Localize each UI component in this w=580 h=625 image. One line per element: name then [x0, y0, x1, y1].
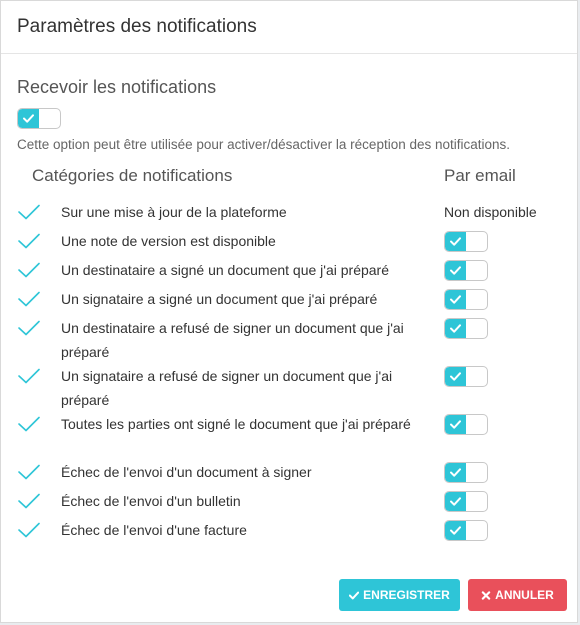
- category-check-icon: [18, 291, 40, 307]
- save-button[interactable]: [339, 579, 460, 611]
- email-toggle[interactable]: [444, 318, 488, 339]
- email-toggle[interactable]: [444, 491, 488, 512]
- category-check-icon: [18, 233, 40, 249]
- category-check-icon: [18, 464, 40, 480]
- toggle-knob: [445, 521, 466, 540]
- category-check-icon: [18, 416, 40, 432]
- email-column-header: Par email: [444, 166, 516, 185]
- email-toggle[interactable]: [444, 231, 488, 252]
- category-label: Un destinataire a refusé de signer un document que j'ai préparé: [61, 320, 404, 360]
- email-toggle[interactable]: [444, 289, 488, 310]
- toggle-knob: [445, 492, 466, 511]
- category-check-icon: [18, 522, 40, 538]
- email-toggle[interactable]: [444, 366, 488, 387]
- category-label: Sur une mise à jour de la plateforme: [61, 204, 287, 220]
- category-check-icon: [18, 204, 40, 220]
- receive-notifications-help: Cette option peut être utilisée pour activer/désactiver la réception des notifications.: [17, 137, 511, 152]
- category-label: Toutes les parties ont signé le document que j'ai préparé: [61, 416, 411, 432]
- email-not-available: Non disponible: [444, 204, 537, 220]
- email-toggle[interactable]: [444, 260, 488, 281]
- email-toggle[interactable]: [444, 520, 488, 541]
- category-label: Un signataire a signé un document que j'ai préparé: [61, 291, 378, 307]
- modal-title: Paramètres des notifications: [17, 16, 257, 37]
- cancel-button[interactable]: [468, 579, 567, 611]
- check-icon: [450, 468, 461, 477]
- toggle-knob: [445, 290, 466, 309]
- category-label: Une note de version est disponible: [61, 233, 276, 249]
- category-check-icon: [18, 320, 40, 336]
- category-check-icon: [18, 368, 40, 384]
- close-icon: [481, 591, 491, 600]
- toggle-knob: [445, 463, 466, 482]
- check-icon: [23, 114, 34, 123]
- toggle-knob: [18, 109, 39, 128]
- email-toggle[interactable]: [444, 414, 488, 435]
- category-check-icon: [18, 262, 40, 278]
- save-button-label: ENREGISTRER: [363, 588, 450, 602]
- receive-notifications-title: Recevoir les notifications: [17, 77, 217, 97]
- category-label: Échec de l'envoi d'un document à signer: [61, 464, 312, 480]
- toggle-knob: [445, 232, 466, 251]
- category-label: Un destinataire a signé un document que j'ai préparé: [61, 262, 389, 278]
- toggle-knob: [445, 319, 466, 338]
- category-label: Échec de l'envoi d'une facture: [61, 522, 247, 538]
- toggle-knob: [445, 367, 466, 386]
- check-icon: [349, 591, 359, 600]
- category-label: Un signataire a refusé de signer un document que j'ai préparé: [61, 368, 393, 408]
- check-icon: [450, 372, 461, 381]
- categories-column-header: Catégories de notifications: [32, 166, 233, 185]
- check-icon: [450, 420, 461, 429]
- check-icon: [450, 497, 461, 506]
- cancel-button-label: ANNULER: [495, 588, 554, 602]
- toggle-knob: [445, 415, 466, 434]
- check-icon: [450, 295, 461, 304]
- check-icon: [450, 526, 461, 535]
- receive-notifications-toggle[interactable]: [17, 108, 61, 129]
- modal-header: [1, 1, 577, 54]
- email-toggle[interactable]: [444, 462, 488, 483]
- category-label: Échec de l'envoi d'un bulletin: [61, 493, 241, 509]
- toggle-knob: [445, 261, 466, 280]
- check-icon: [450, 237, 461, 246]
- category-check-icon: [18, 493, 40, 509]
- check-icon: [450, 266, 461, 275]
- check-icon: [450, 324, 461, 333]
